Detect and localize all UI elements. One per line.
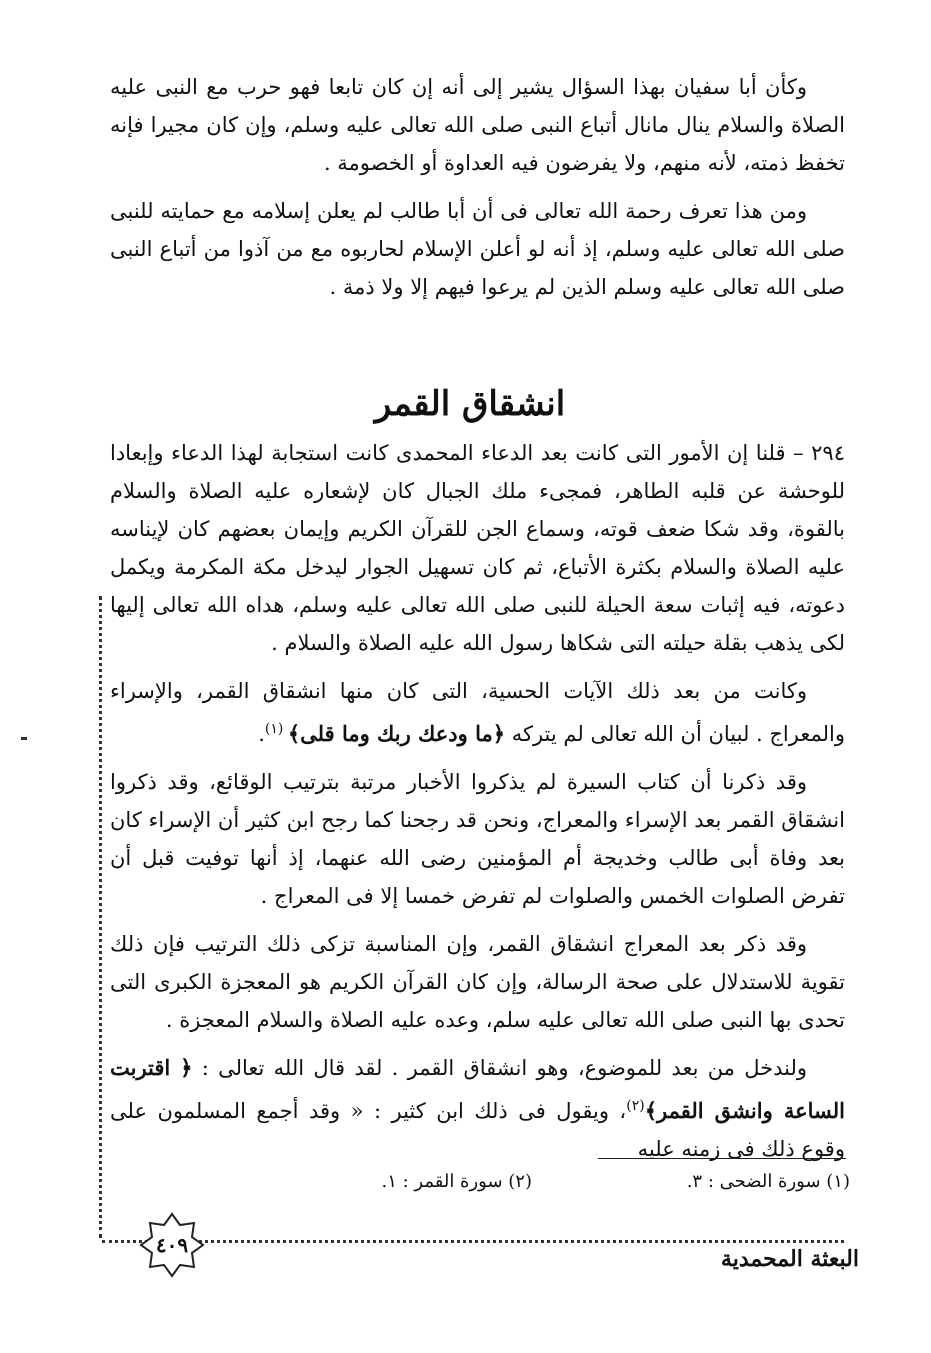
footnote-ref-2: (٢) (626, 1098, 645, 1114)
page-border-bottom (102, 1240, 844, 1243)
quran-quote-2: ﴿ اقتربت الساعة وانشق القمر﴾ (110, 1055, 845, 1123)
body-paragraph-3: وقد ذكرنا أن كتاب السيرة لم يذكروا الأخبار مرتبة بترتيب الوقائع، وقد ذكروا انشقاق القمر بعد الإسراء والمعراج، ونحن قد رجحنا كما رجح ابن كثير أن الإسراء كان بعد وفاة أبى طالب وخديجة أم المؤمنين رضى الله عنهما، إذ أنها توفيت قبل أن تفرض الصلوات الخمس والصلوات لم تفرض خمسا إلا فى المعراج . (110, 770, 845, 908)
body-paragraph-2-end: . (258, 722, 265, 746)
body-paragraph-5 (110, 1049, 845, 1168)
main-section (110, 434, 845, 1168)
footnote-1: (١) سورة الضحى : ٣. (686, 1171, 850, 1192)
page-border-left (99, 596, 102, 1238)
body-paragraph-5-text-a: ولندخل من بعد للموضوع، وهو انشقاق القمر . لقد قال الله تعالى : (192, 1056, 807, 1080)
quran-quote-1: ﴿ما ودعك ربك وما قلى﴾ (287, 721, 506, 746)
intro-paragraph-1: وكأن أبا سفيان بهذا السؤال يشير إلى أنه إن كان تابعا فهو حرب مع النبى عليه الصلاة والسلام ينال مانال أتباع النبى صلى الله تعالى عليه وسلم، وإن كان مجيرا فإنه تخفظ ذمته، لأنه منهم، ولا يفرضون فيه العداوة أو الخصومة . (110, 75, 845, 175)
body-paragraph-2 (110, 672, 845, 753)
footnote-2: (٢) سورة القمر : ١. (381, 1171, 532, 1192)
intro-section (110, 68, 845, 306)
footnote-separator (598, 1158, 846, 1159)
section-heading: انشقاق القمر (374, 384, 566, 424)
footnote-ref-1: (١) (264, 721, 288, 737)
page-number: ٤٠٩ (155, 1233, 189, 1257)
intro-paragraph-2: ومن هذا تعرف رحمة الله تعالى فى أن أبا طالب لم يعلن إسلامه مع حمايته للنبى صلى الله تعالى عليه وسلم، إذ أنه لو أعلن الإسلام لحاربوه مع من آذوا من أتباع النبى صلى الله تعالى عليه وسلم الذين لم يرعوا فيهم إلا ولا ذمة . (110, 199, 845, 299)
body-paragraph-5-text-b: ، ويقول فى ذلك ابن كثير : « وقد أجمع المسلمون على وقوع ذلك فى زمنه عليه (110, 1099, 845, 1161)
body-paragraph-4: وقد ذكر بعد المعراج انشقاق القمر، وإن المناسبة تزكى ذلك الترتيب فإن ذلك تقوية للاستدلال على صحة الرسالة، وإن كان القرآن الكريم هو المعجزة الكبرى التى تحدى بها النبى صلى الله تعالى عليه سلم، وعده عليه الصلاة والسلام المعجزة . (110, 932, 845, 1032)
stray-mark (21, 737, 27, 740)
body-paragraph-1: ٢٩٤ – قلنا إن الأمور التى كانت بعد الدعاء المحمدى كانت استجابة لهذا الدعاء وإبعادا للوحشة عن قلبه الطاهر، فمجىء ملك الجبال كان لإشعاره عليه الصلاة والسلام بالقوة، وقد شكا ضعف قوته، وسماع الجن للقرآن الكريم وإيمان بعضهم كان لإيناسه عليه الصلاة والسلام بكثرة الأتباع، ثم كان تسهيل الجوار ليدخل مكة المكرمة ويكمل دعوته، فيه إثبات سعة الحيلة للنبى صلى الله تعالى عليه وسلم، هداه الله تعالى إليها لكى يذهب بقلة حيلته التى شكاها رسول الله عليه الصلاة والسلام . (110, 441, 845, 655)
body-paragraph-2-text: وكانت من بعد ذلك الآيات الحسية، التى كان منها انشقاق القمر، والإسراء والمعراج . لبيان أن الله تعالى لم يتركه (110, 679, 845, 746)
book-title: البعثة المحمدية (720, 1246, 859, 1272)
